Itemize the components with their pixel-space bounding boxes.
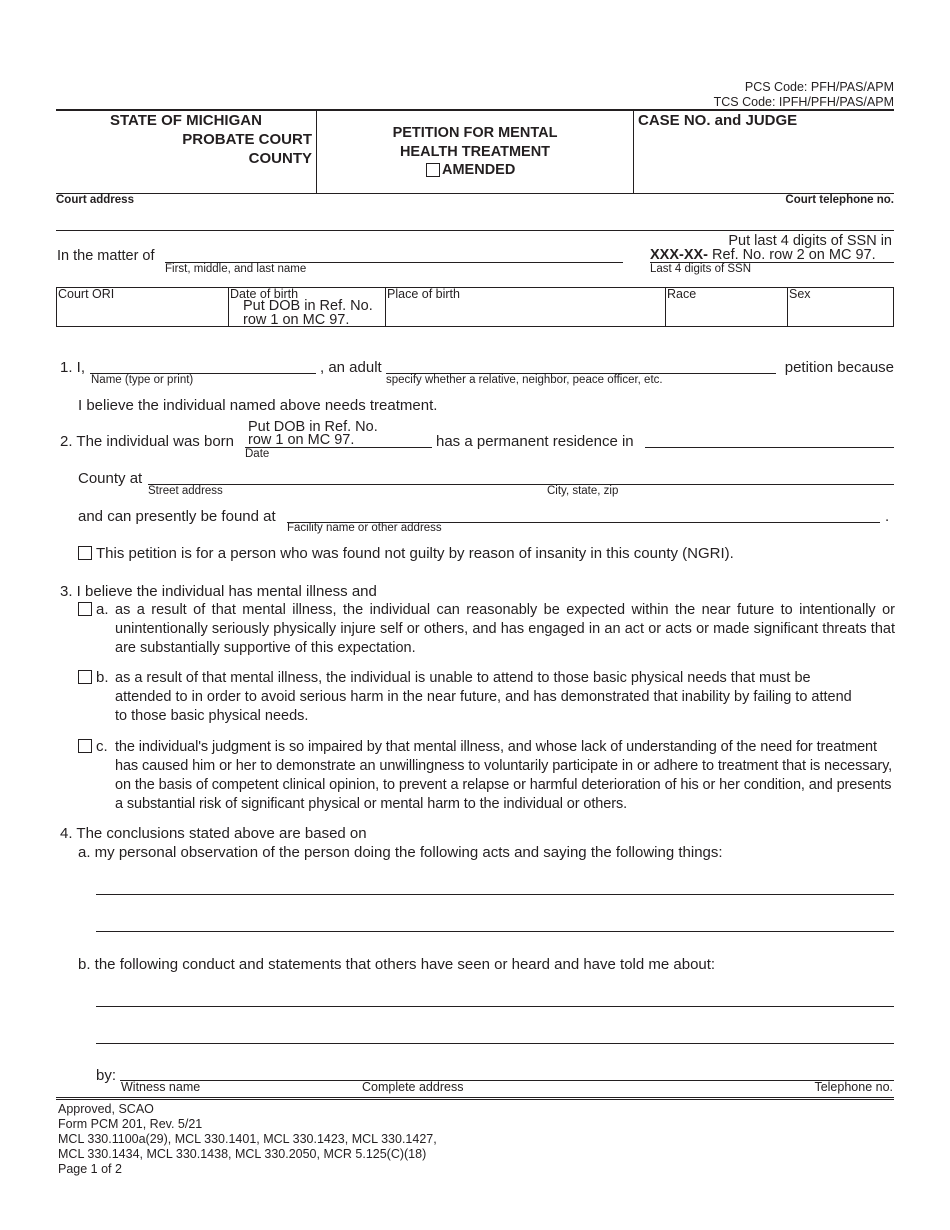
info-divider-2 [385,287,386,327]
witness-line[interactable] [120,1080,894,1081]
item3b-text: as a result of that mental illness, the individual is unable to attend to those basic physical needs that must be attended to in order to avoid serious harm in the near future, and has demonstrated that inability by failing to attend to those basic physical needs. [115,670,852,724]
street-address-caption: Street address [148,485,223,497]
adult-text: , an adult [320,359,382,376]
item3c-letter: c. [96,738,108,755]
county-at-text: County at [78,470,143,487]
dob-note-line2: row 1 on MC 97. [243,312,350,328]
dob-note-line1: Put DOB in Ref. No. [243,298,373,314]
pcs-code: PCS Code: PFH/PAS/APM [744,80,894,94]
item4a-text: a. my personal observation of the person doing the following acts and saying the following things: [78,844,723,861]
ssn-note2: Ref. No. row 2 on MC 97. [712,247,876,263]
item3a-letter: a. [96,601,109,618]
birth-date-note2: row 1 on MC 97. [248,432,355,448]
residence-text: has a permanent residence in [436,433,634,450]
footer-mcl-line2: MCL 330.1434, MCL 330.1438, MCL 330.2050, MCR 5.125(C)(18) [58,1147,427,1161]
sex-label: Sex [789,287,811,301]
observation-line-2[interactable] [96,931,894,932]
found-at-period: . [885,508,890,525]
footer-mcl-line1: MCL 330.1100a(29), MCL 330.1401, MCL 330.1423, MCL 330.1427, [58,1132,437,1146]
witness-name-caption: Witness name [121,1080,201,1094]
believe-text: I believe the individual named above needs treatment. [78,397,438,414]
item3c-checkbox[interactable] [78,739,92,753]
form-title-line1: PETITION FOR MENTAL [392,125,558,141]
item3c-text: the individual's judgment is so impaired by that mental illness, and whose lack of understanding of the need for treatment has caused him or her to demonstrate an unwillingness to voluntarily participate in or adhere to treatment that is necessary, on the basis of competent clinical opinion, to prevent a relapse or harmful deterioration of his or her condition, and presents a substantial risk of significant physical or mental harm to the individual or others. [115,739,893,812]
petition-because-text: petition because [784,359,894,376]
city-state-zip-caption: City, state, zip [547,485,619,497]
court-ori-label: Court ORI [58,287,115,301]
relationship-caption: specify whether a relative, neighbor, peace officer, etc. [386,374,663,386]
amended-label: AMENDED [442,162,516,178]
facility-caption: Facility name or other address [287,522,442,534]
footer-approved: Approved, SCAO [58,1102,154,1116]
ssn-prefix: XXX-XX- [650,247,709,263]
birth-date-note1: Put DOB in Ref. No. [248,419,378,435]
complete-address-caption: Complete address [362,1080,464,1094]
ssn-note: Put last 4 digits of SSN in [728,233,892,249]
item1-number: 1. I, [60,359,86,376]
street-address-line[interactable] [148,484,894,485]
birth-date-value[interactable] [248,421,378,447]
observation-line-1[interactable] [96,894,894,895]
telephone-caption: Telephone no. [814,1080,893,1094]
item3a-checkbox[interactable] [78,602,92,616]
found-at-text: and can presently be found at [78,508,276,525]
item4b-text: b. the following conduct and statements that others have seen or heard and have told me about: [78,956,716,973]
amended-checkbox[interactable] [426,163,440,177]
ngri-text: This petition is for a person who was found not guilty by reason of insanity in this county (NGRI). [96,545,734,562]
header-top-rule [56,109,894,111]
footer-rule-bottom [56,1099,894,1100]
item2-born-text: 2. The individual was born [60,433,234,450]
info-row-table [56,287,894,327]
header-divider-right [633,110,634,194]
footer-rule-top [56,1097,894,1098]
birth-date-line [245,447,432,448]
residence-county-line[interactable] [645,447,894,448]
matter-label: In the matter of [57,248,155,264]
ssn-caption: Last 4 digits of SSN [650,263,751,275]
matter-top-rule [56,230,894,231]
county-label: COUNTY [248,150,312,167]
by-label: by: [96,1067,117,1084]
info-divider-3 [665,287,666,327]
petitioner-name-caption: Name (type or print) [91,374,194,386]
birth-date-caption: Date [245,448,270,460]
race-label: Race [667,287,697,301]
others-line-2[interactable] [96,1043,894,1044]
case-no-label: CASE NO. and JUDGE [638,112,798,129]
item3b-letter: b. [96,669,109,686]
matter-name-caption: First, middle, and last name [165,263,307,275]
dob-value[interactable] [243,299,373,327]
others-line-1[interactable] [96,1006,894,1007]
footer-block [58,1102,437,1177]
dob-label: Date of birth [230,287,299,301]
item3-intro: 3. I believe the individual has mental illness and [60,583,377,600]
ngri-checkbox[interactable] [78,546,92,560]
birthplace-label: Place of birth [387,287,460,301]
ssn-field[interactable] [650,247,876,263]
probate-court-label: PROBATE COURT [182,131,312,148]
header-bottom-rule [56,193,894,194]
footer-page-number: Page 1 of 2 [58,1162,122,1176]
info-divider-4 [787,287,788,327]
footer-form-number: Form PCM 201, Rev. 5/21 [58,1117,203,1131]
item4-intro: 4. The conclusions stated above are based on [60,825,367,842]
tcs-code: TCS Code: IPFH/PFH/PAS/APM [713,95,894,109]
court-phone-label: Court telephone no. [785,194,894,206]
item3b-checkbox[interactable] [78,670,92,684]
form-title-line2: HEALTH TREATMENT [399,144,551,160]
state-label: STATE OF MICHIGAN [110,112,262,129]
court-address-label: Court address [56,194,134,206]
item3a-text: as a result of that mental illness, the individual can reasonably be expected within the near future to intentionally or unintentionally seriously physically injure self or others, and has engaged in an act or acts or made significant threats that are substantially supportive of this expectation. [115,602,895,656]
info-divider-1 [228,287,229,327]
amended-option[interactable] [426,162,515,178]
